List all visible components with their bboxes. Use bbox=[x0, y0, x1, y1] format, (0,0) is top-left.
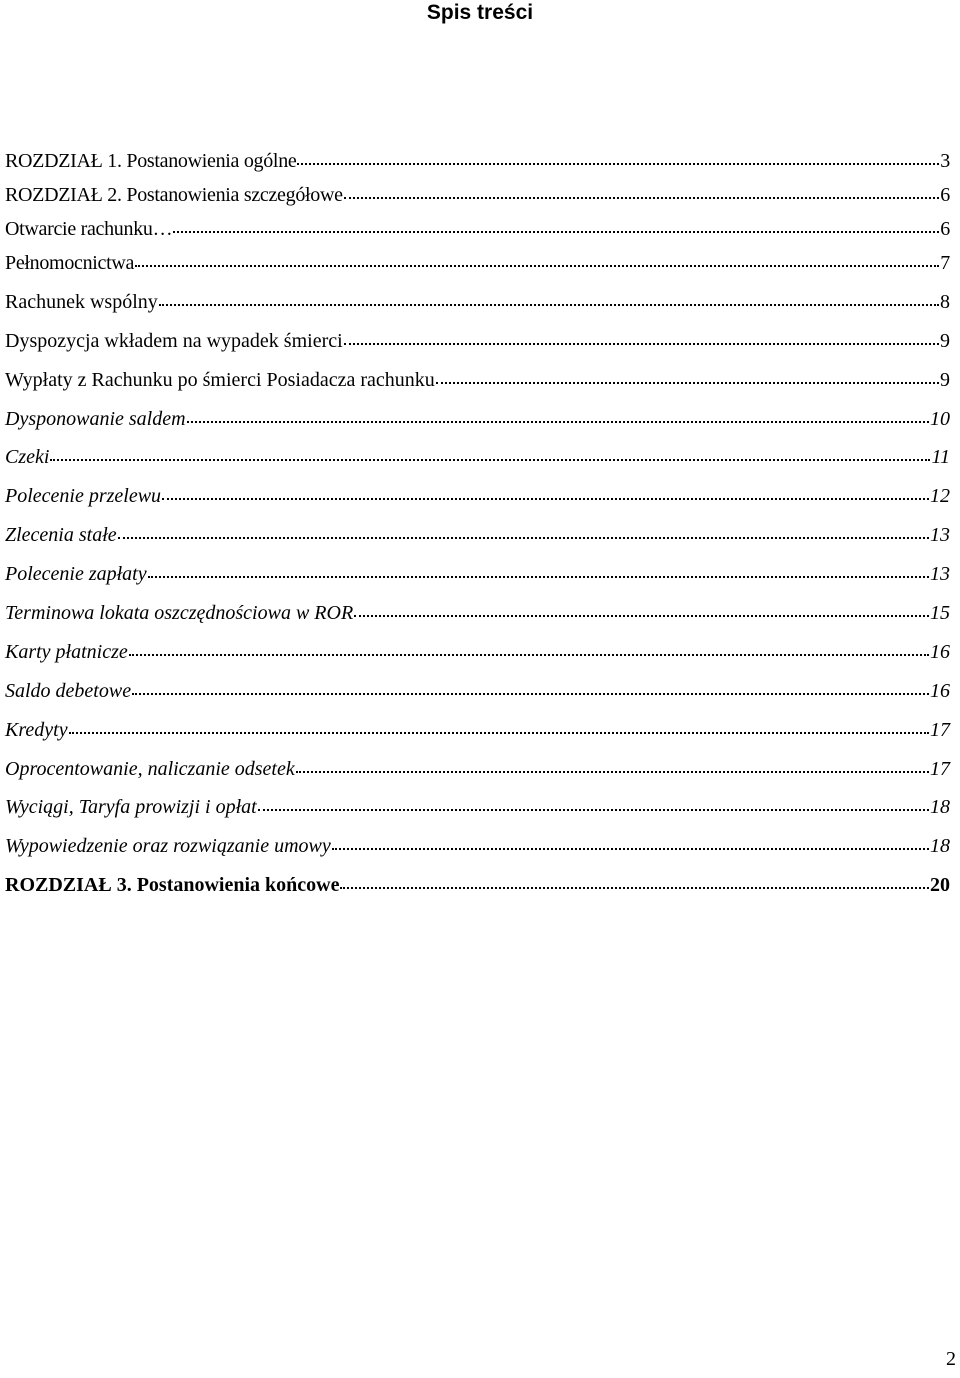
toc-entry-title: Zlecenia stałe bbox=[5, 524, 117, 547]
toc-entry-page: 3 bbox=[940, 150, 950, 172]
toc-entry-title: Czeki bbox=[5, 446, 50, 469]
toc-dot-leader bbox=[162, 482, 929, 502]
toc-dot-leader bbox=[135, 249, 939, 269]
toc-dot-leader bbox=[344, 327, 939, 347]
page-title: Spis treści bbox=[426, 1, 534, 24]
toc-entry-title: Pełnomocnictwa bbox=[5, 252, 135, 274]
toc-entry-title: Karty płatnicze bbox=[5, 640, 128, 663]
toc-dot-leader bbox=[332, 832, 929, 852]
toc-dot-leader bbox=[354, 599, 929, 619]
toc-entry-chapter-2[interactable] bbox=[5, 181, 950, 215]
toc-entry-title: Otwarcie rachunku… bbox=[5, 218, 173, 240]
toc-entry-title: Wyciągi, Taryfa prowizji i opłat bbox=[5, 796, 257, 819]
toc-entry-page: 17 bbox=[930, 718, 950, 741]
toc-dot-leader bbox=[187, 405, 929, 425]
toc-entry-otwarcie-rachunku[interactable] bbox=[5, 215, 950, 249]
toc-entry-chapter-3[interactable] bbox=[5, 871, 950, 910]
toc-entry-page: 17 bbox=[930, 757, 950, 780]
toc-entry-title: Polecenie przelewu bbox=[5, 485, 162, 508]
toc-entry-page: 12 bbox=[930, 485, 950, 508]
toc-entry-page: 16 bbox=[930, 679, 950, 702]
toc-entry-polecenie-zaplaty[interactable] bbox=[5, 560, 950, 599]
toc-entry-page: 15 bbox=[930, 602, 950, 625]
toc-entry-polecenie-przelewu[interactable] bbox=[5, 482, 950, 521]
toc-entry-saldo-debetowe[interactable] bbox=[5, 677, 950, 716]
toc-entry-page: 7 bbox=[940, 252, 950, 274]
toc-entry-page: 6 bbox=[940, 184, 950, 206]
toc-entry-terminowa-lokata[interactable] bbox=[5, 599, 950, 638]
toc-dot-leader bbox=[159, 288, 939, 308]
toc-dot-leader bbox=[340, 871, 929, 891]
toc-entry-dysponowanie-saldem[interactable] bbox=[5, 405, 950, 444]
toc-entry-wyciagi[interactable] bbox=[5, 793, 950, 832]
toc-entry-title: Rachunek wspólny bbox=[5, 290, 158, 313]
toc-entry-page: 6 bbox=[940, 218, 950, 240]
toc-entry-title: Polecenie zapłaty bbox=[5, 563, 147, 586]
toc-entry-page: 20 bbox=[930, 874, 950, 897]
toc-dot-leader bbox=[173, 215, 939, 235]
toc-entry-pelnomocnictwa[interactable] bbox=[5, 249, 950, 288]
toc-entry-title: Wypłaty z Rachunku po śmierci Posiadacza rachunku bbox=[5, 368, 435, 391]
toc-entry-page: 16 bbox=[930, 640, 950, 663]
toc-dot-leader bbox=[129, 638, 929, 658]
toc-entry-title: ROZDZIAŁ 1. Postanowienia ogólne bbox=[5, 150, 297, 172]
toc-entry-kredyty[interactable] bbox=[5, 716, 950, 755]
toc-entry-dyspozycja-wkladem[interactable] bbox=[5, 327, 950, 366]
toc-entry-title: Terminowa lokata oszczędnościowa w ROR bbox=[5, 602, 354, 625]
toc-entry-title: ROZDZIAŁ 2. Postanowienia szczegółowe bbox=[5, 184, 343, 206]
table-of-contents bbox=[5, 147, 950, 910]
toc-entry-rachunek-wspolny[interactable] bbox=[5, 288, 950, 327]
toc-dot-leader bbox=[297, 147, 939, 167]
toc-dot-leader bbox=[296, 755, 929, 775]
toc-dot-leader bbox=[118, 521, 929, 541]
toc-entry-title: Dysponowanie saldem bbox=[5, 407, 186, 430]
toc-entry-page: 18 bbox=[930, 796, 950, 819]
toc-entry-title: Wypowiedzenie oraz rozwiązanie umowy bbox=[5, 835, 331, 858]
toc-entry-page: 8 bbox=[940, 290, 950, 313]
toc-dot-leader bbox=[258, 793, 929, 813]
toc-entry-zlecenia-stale[interactable] bbox=[5, 521, 950, 560]
toc-entry-title: Dyspozycja wkładem na wypadek śmierci bbox=[5, 329, 343, 352]
toc-entry-title: ROZDZIAŁ 3. Postanowienia końcowe bbox=[5, 874, 340, 897]
toc-entry-title: Oprocentowanie, naliczanie odsetek bbox=[5, 757, 295, 780]
toc-entry-title: Kredyty bbox=[5, 718, 68, 741]
toc-entry-page: 18 bbox=[930, 835, 950, 858]
toc-dot-leader bbox=[344, 181, 940, 201]
toc-entry-page: 9 bbox=[940, 368, 950, 391]
toc-dot-leader bbox=[436, 366, 939, 386]
toc-entry-title: Saldo debetowe bbox=[5, 679, 132, 702]
toc-dot-leader bbox=[69, 716, 929, 736]
toc-entry-page: 13 bbox=[930, 524, 950, 547]
toc-dot-leader bbox=[148, 560, 929, 580]
toc-entry-wyplaty-z-rachunku[interactable] bbox=[5, 366, 950, 405]
toc-entry-page: 11 bbox=[931, 446, 950, 469]
toc-entry-oprocentowanie[interactable] bbox=[5, 755, 950, 794]
toc-entry-czeki[interactable] bbox=[5, 443, 950, 482]
toc-entry-page: 10 bbox=[930, 407, 950, 430]
toc-dot-leader bbox=[50, 443, 930, 463]
toc-entry-page: 9 bbox=[940, 329, 950, 352]
toc-entry-page: 13 bbox=[930, 563, 950, 586]
toc-entry-karty-platnicze[interactable] bbox=[5, 638, 950, 677]
toc-entry-wypowiedzenie[interactable] bbox=[5, 832, 950, 871]
toc-entry-chapter-1[interactable] bbox=[5, 147, 950, 181]
toc-dot-leader bbox=[132, 677, 929, 697]
page-number: 2 bbox=[946, 1348, 956, 1370]
